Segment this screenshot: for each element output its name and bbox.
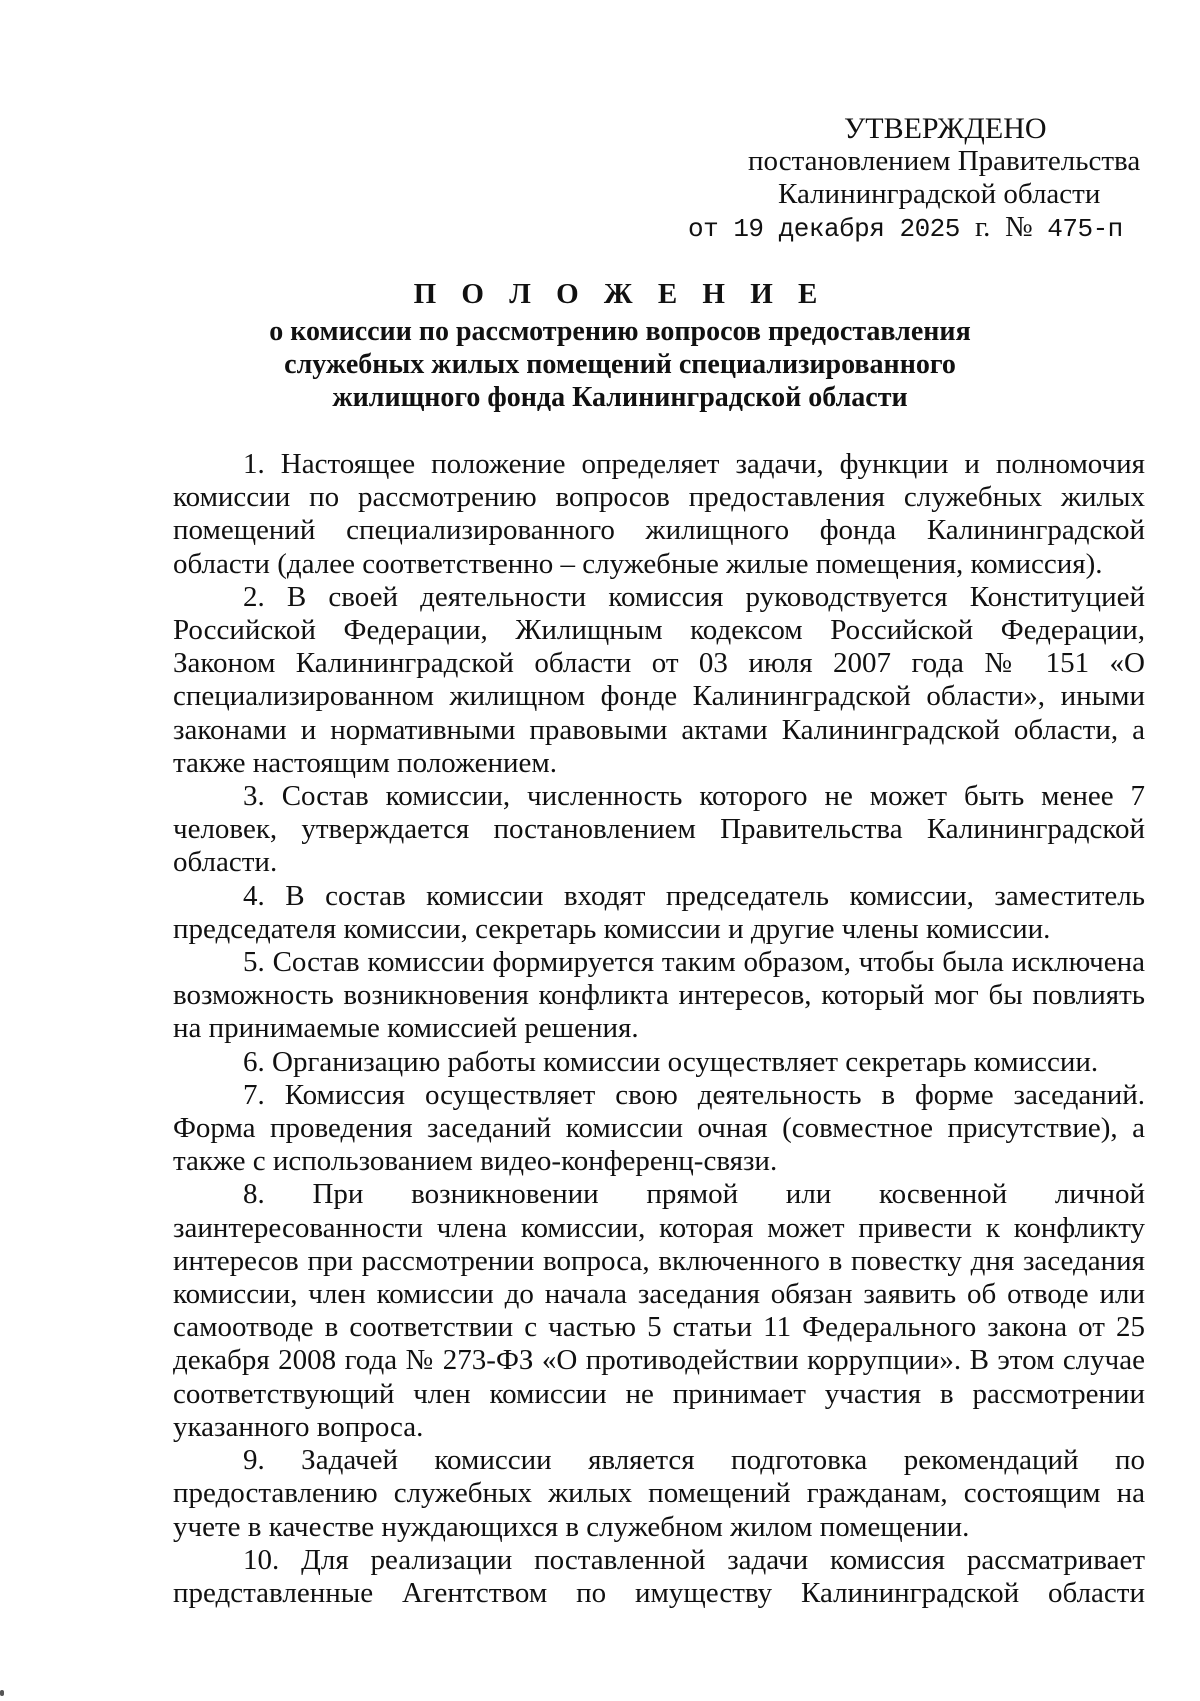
paragraph-10 — [173, 1544, 1145, 1610]
paragraph-number: 1. — [243, 448, 265, 480]
paragraph-number: 2. — [243, 580, 265, 613]
paragraph-number: 9. — [243, 1444, 265, 1477]
paragraph-text: В состав комиссии входят председатель комиссии, заместитель председателя комиссии, секретарь комиссии и другие члены комиссии. — [173, 879, 1146, 945]
paragraph-text: Настоящее положение определяет задачи, функции и полномочия комиссии по рассмотрению вопросов предоставления служебных жилых помещений специализированного жилищного фонда Калининградской области (далее соответственно – служебные жилые помещения, комиссия). — [173, 448, 1145, 580]
paragraph-text: Состав комиссии, численность которого не может быть менее 7 человек, утверждается постановлением Правительства Калининградской области. — [173, 780, 1146, 879]
approval-date-value: 19 декабря — [733, 214, 885, 244]
paragraph-2 — [173, 581, 1145, 780]
scan-speck — [0, 1690, 4, 1696]
document-title — [150, 278, 1090, 414]
paragraph-number: 5. — [243, 946, 265, 979]
paragraph-text: Для реализации поставленной задачи комиссия рассматривает представленные Агентством по имуществу Калининградской области — [173, 1543, 1145, 1609]
paragraph-9 — [173, 1444, 1145, 1544]
approval-status: УТВЕРЖДЕНО — [844, 112, 1047, 145]
title-word: П О Л О Ж Е Н И Е — [413, 278, 827, 310]
approval-stamp-block — [600, 112, 1180, 246]
paragraph-text: Комиссия осуществляет свою деятельность в форме заседаний. Форма проведения заседаний комиссии очная (совместное присутствие), а также с использованием видео-конференц-связи. — [173, 1078, 1146, 1178]
approval-date-year: 2025 — [899, 214, 960, 244]
paragraph-7 — [173, 1079, 1145, 1179]
paragraph-number: 8. — [243, 1178, 265, 1211]
approval-region: Калининградской области — [778, 178, 1101, 210]
paragraph-number: 7. — [243, 1078, 265, 1111]
approval-date-prefix: от — [688, 214, 719, 244]
approval-date-year-suffix: г. — [975, 211, 990, 243]
paragraph-text: В своей деятельности комиссия руководствуется Конституцией Российской Федерации, Жилищным кодексом Российской Федерации, Законом Калининградской области от 03 июля 2007 года № 151 «О специализированном жилищном фонде Калининградской области», иными законами и нормативными правовыми актами Калининградской области, а также настоящим положением. — [173, 580, 1145, 779]
paragraph-text: При возникновении прямой или косвенной личной заинтересованности члена комиссии, которая может привести к конфликту интересов при рассмотрении вопроса, включенного в повестку дня заседания комиссии, член комиссии до начала заседания обязан заявить об отводе или самоотводе в соответствии с частью 5 статьи 11 Федерального закона от 25 декабря 2008 года № 273-ФЗ «О противодействии коррупции». В этом случае соответствующий член комиссии не принимает участия в рассмотрении указанного вопроса. — [173, 1178, 1145, 1443]
paragraph-4 — [173, 880, 1145, 946]
paragraph-3 — [173, 780, 1145, 880]
document-body — [173, 448, 1145, 1610]
title-line-2: служебных жилых помещений специализированного — [284, 349, 956, 380]
paragraph-8 — [173, 1178, 1145, 1444]
paragraph-number: 4. — [243, 879, 265, 912]
paragraph-1 — [173, 448, 1145, 581]
title-line-3: жилищного фонда Калининградской области — [332, 382, 908, 413]
paragraph-text: Организацию работы комиссии осуществляет секретарь комиссии. — [272, 1045, 1099, 1078]
paragraph-number: 6. — [243, 1045, 265, 1078]
paragraph-number: 10. — [243, 1543, 280, 1576]
title-line-1: о комиссии по рассмотрению вопросов предоставления — [269, 316, 971, 347]
paragraph-text: Задачей комиссии является подготовка рекомендаций по предоставлению служебных жилых помещений гражданам, состоящим на учете в качестве нуждающихся в служебном жилом помещении. — [173, 1444, 1146, 1543]
paragraph-6 — [173, 1046, 1145, 1079]
approval-number-sign: № — [1004, 211, 1033, 243]
paragraph-number: 3. — [243, 780, 265, 813]
approval-by: постановлением Правительства — [748, 145, 1141, 177]
paragraph-text: Состав комиссии формируется таким образом, чтобы была исключена возможность возникновения конфликта интересов, который мог бы повлиять на принимаемые комиссией решения. — [173, 946, 1145, 1045]
approval-date-number — [600, 211, 1180, 246]
paragraph-5 — [173, 946, 1145, 1046]
approval-number-value: 475-п — [1047, 214, 1123, 244]
